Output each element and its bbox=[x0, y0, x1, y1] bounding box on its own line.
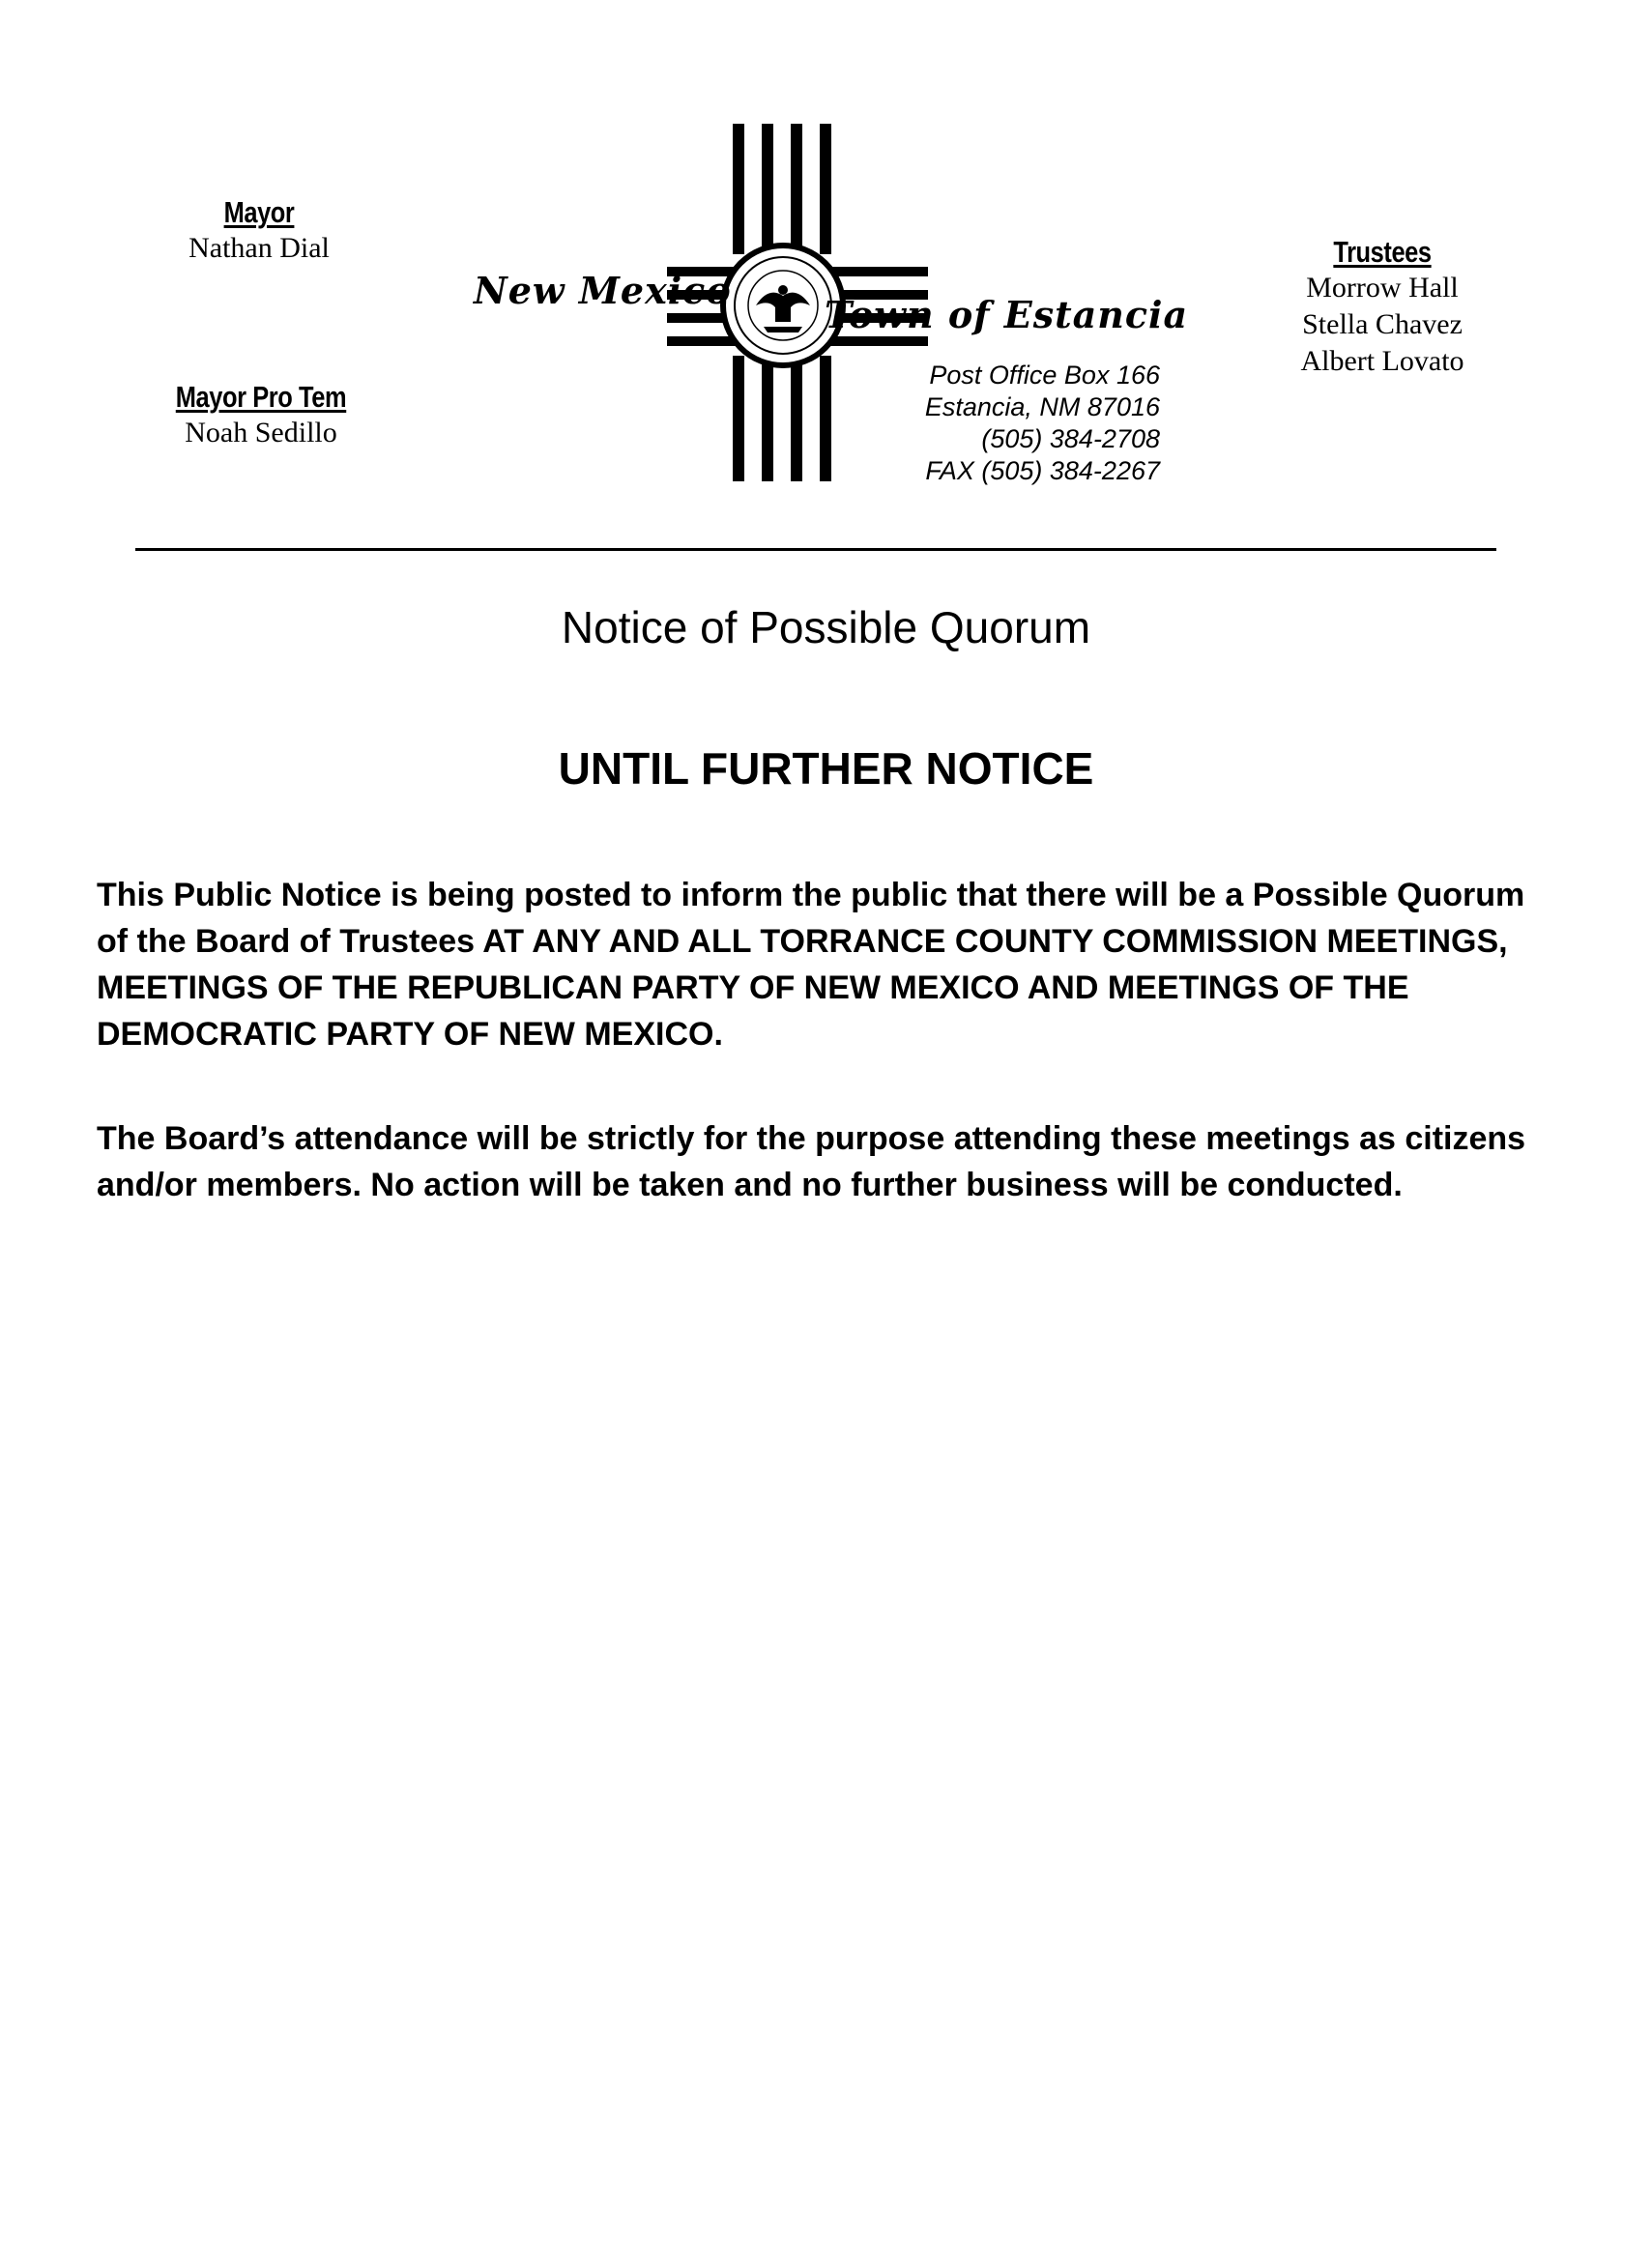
paragraph-line: This Public Notice is being posted to inform the public that there will be a Possible Quorum bbox=[97, 877, 1525, 913]
trustees-title: Trustees bbox=[1333, 235, 1432, 269]
mayor-name: Nathan Dial bbox=[188, 232, 330, 264]
zia-bottom-rays bbox=[733, 356, 831, 481]
notice-paragraph bbox=[97, 872, 1556, 1057]
address-fax: FAX (505) 384-2267 bbox=[925, 456, 1160, 485]
mayor-pro-tem-title: Mayor Pro Tem bbox=[175, 380, 347, 414]
address-block bbox=[851, 360, 1160, 487]
header-divider bbox=[135, 548, 1496, 551]
paragraph-line: of the Board of Trustees AT ANY AND ALL TORRANCE COUNTY COMMISSION MEETINGS, bbox=[97, 923, 1508, 960]
trustee-name: Morrow Hall bbox=[1306, 272, 1459, 303]
notice-title: Notice of Possible Quorum bbox=[561, 602, 1091, 652]
logo-new-mexico-text: New Mexico bbox=[474, 269, 732, 312]
address-phone: (505) 384-2708 bbox=[981, 424, 1160, 453]
notice-subtitle: UNTIL FURTHER NOTICE bbox=[558, 743, 1094, 794]
paragraph-line: MEETINGS OF THE REPUBLICAN PARTY OF NEW MEXICO AND MEETINGS OF THE bbox=[97, 969, 1409, 1006]
logo-town-name-text: Town of Estancia bbox=[825, 293, 1189, 336]
trustee-name: Albert Lovato bbox=[1300, 345, 1464, 377]
paragraph-line: and/or members. No action will be taken and no further business will be conducted. bbox=[97, 1167, 1403, 1203]
mayor-pro-tem-block bbox=[145, 380, 377, 451]
notice-paragraph bbox=[97, 1115, 1556, 1208]
address-po-box: Post Office Box 166 bbox=[929, 361, 1160, 390]
mayor-pro-tem-name: Noah Sedillo bbox=[185, 417, 337, 448]
paragraph-line: DEMOCRATIC PARTY OF NEW MEXICO. bbox=[97, 1016, 723, 1053]
zia-top-rays bbox=[733, 124, 831, 254]
trustees-block bbox=[1266, 235, 1498, 380]
mayor-title: Mayor bbox=[223, 195, 295, 229]
trustee-name: Stella Chavez bbox=[1302, 308, 1463, 340]
paragraph-line: The Board’s attendance will be strictly for the purpose attending these meetings as citizens bbox=[97, 1120, 1526, 1157]
mayor-block bbox=[162, 195, 356, 267]
address-city-state: Estancia, NM 87016 bbox=[924, 392, 1160, 421]
